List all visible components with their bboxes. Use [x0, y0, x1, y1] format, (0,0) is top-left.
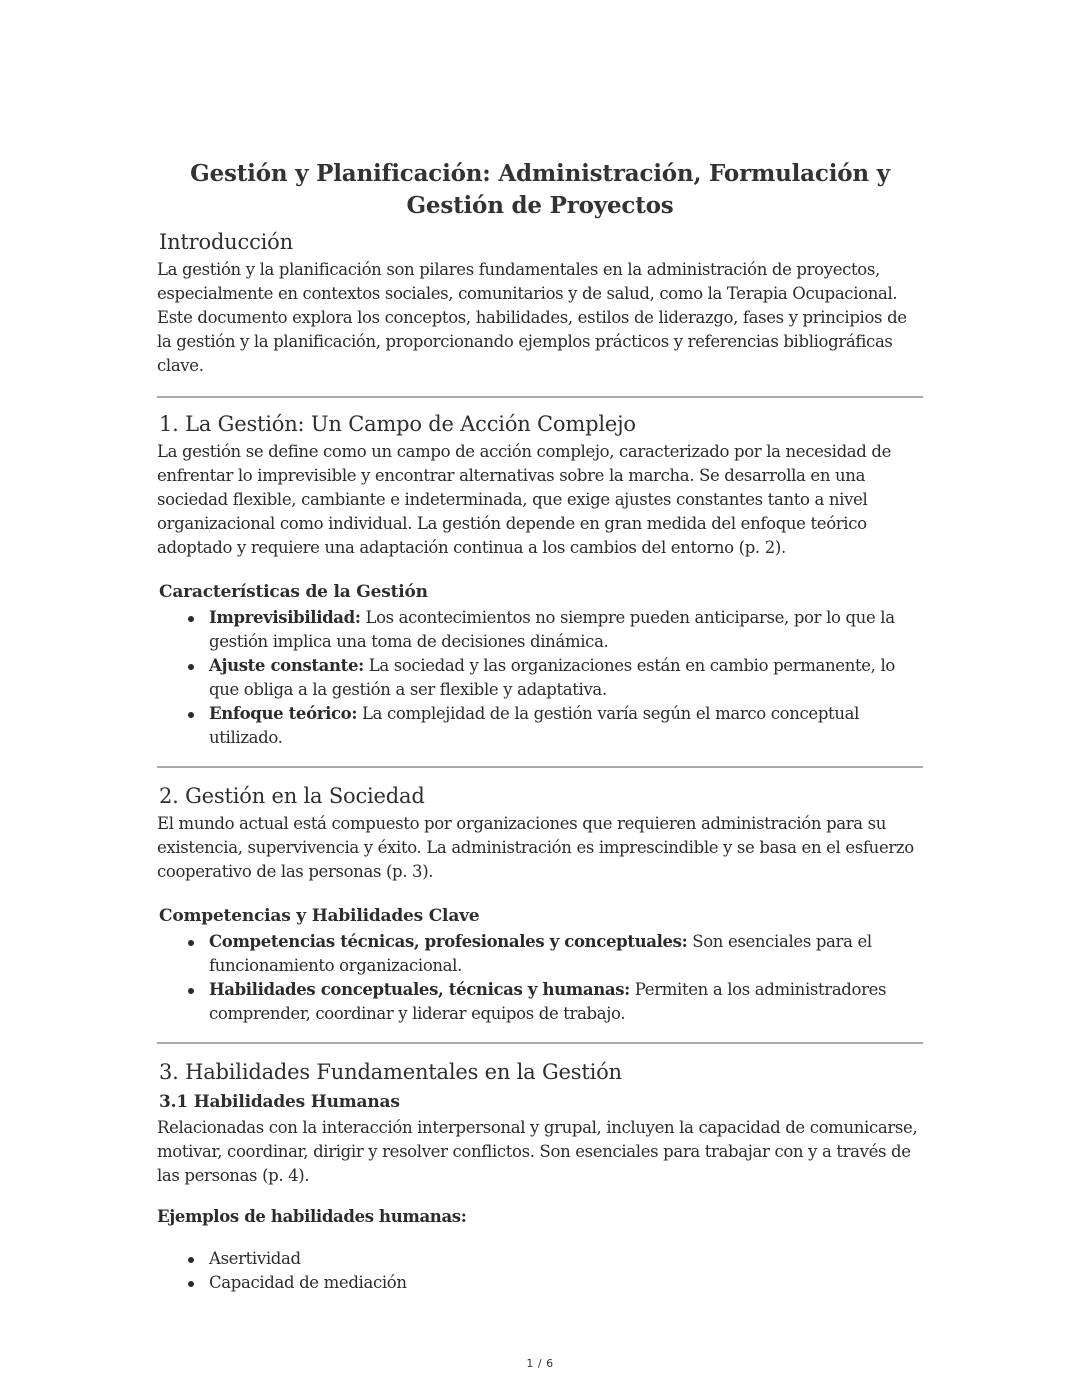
- section-divider: [157, 396, 923, 398]
- page-number: 1 / 6: [526, 1357, 554, 1370]
- list-item: Asertividad: [209, 1247, 923, 1271]
- characteristics-list: [157, 606, 923, 750]
- list-item-term: Habilidades conceptuales, técnicas y humanas:: [209, 980, 630, 999]
- section1-heading: 1. La Gestión: Un Campo de Acción Complejo: [159, 412, 636, 436]
- document-page: [157, 158, 923, 1295]
- section2-heading: 2. Gestión en la Sociedad: [159, 784, 425, 808]
- intro-paragraph: La gestión y la planificación son pilares fundamentales en la administración de proyectos, especialmente en contextos sociales, comunitarios y de salud, como la Terapia Ocupacional. Este documento explora los conceptos, habilidades, estilos de liderazgo, fases y principios de la gestión y la planificación, proporcionando ejemplos prácticos y referencias bibliográficas clave.: [157, 260, 907, 375]
- section2-subheading: Competencias y Habilidades Clave: [159, 906, 480, 926]
- list-item: Capacidad de mediación: [209, 1271, 923, 1295]
- section3-1-paragraph: Relacionadas con la interacción interpersonal y grupal, incluyen la capacidad de comunicarse, motivar, coordinar, dirigir y resolver conflictos. Son esenciales para trabajar con y a través de las personas (p. 4).: [157, 1118, 918, 1185]
- section3-1-heading: 3.1 Habilidades Humanas: [159, 1092, 400, 1112]
- section-divider: [157, 766, 923, 768]
- list-item-text: Los acontecimientos no siempre pueden anticiparse, por lo que la gestión implica una toma de decisiones dinámica.: [209, 608, 895, 651]
- section1-paragraph: La gestión se define como un campo de acción complejo, caracterizado por la necesidad de enfrentar lo imprevisible y encontrar alternativas sobre la marcha. Se desarrolla en una sociedad flexible, cambiante e indeterminada, que exige ajustes constantes tanto a nivel organizacional como individual. La gestión depende en gran medida del enfoque teórico adoptado y requiere una adaptación continua a los cambios del entorno (p. 2).: [157, 442, 892, 557]
- list-item-term: Competencias técnicas, profesionales y conceptuales:: [209, 932, 688, 951]
- list-item: [209, 606, 923, 654]
- list-item-term: Imprevisibilidad:: [209, 608, 361, 627]
- list-item-text: La complejidad de la gestión varía según el marco conceptual utilizado.: [209, 704, 860, 747]
- list-item-text: Permiten a los administradores comprender, coordinar y liderar equipos de trabajo.: [209, 980, 887, 1023]
- examples-list: [157, 1247, 923, 1295]
- list-item-term: Enfoque teórico:: [209, 704, 358, 723]
- list-item: [209, 930, 923, 978]
- intro-heading: Introducción: [159, 230, 293, 254]
- section2-paragraph: El mundo actual está compuesto por organizaciones que requieren administración para su existencia, supervivencia y éxito. La administración es imprescindible y se basa en el esfuerzo cooperativo de las personas (p. 3).: [157, 814, 914, 881]
- competencies-list: [157, 930, 923, 1026]
- list-item-text: Son esenciales para el funcionamiento organizacional.: [209, 932, 872, 975]
- list-item: [209, 978, 923, 1026]
- list-item-term: Ajuste constante:: [209, 656, 364, 675]
- list-item: [209, 654, 923, 702]
- section1-subheading: Características de la Gestión: [159, 582, 428, 602]
- document-title: Gestión y Planificación: Administración, Formulación y Gestión de Proyectos: [190, 160, 890, 219]
- list-item-text: La sociedad y las organizaciones están en cambio permanente, lo que obliga a la gestión a ser flexible y adaptativa.: [209, 656, 895, 699]
- section3-heading: 3. Habilidades Fundamentales en la Gestión: [159, 1060, 622, 1084]
- section-divider: [157, 1042, 923, 1044]
- examples-label: Ejemplos de habilidades humanas:: [157, 1207, 467, 1226]
- list-item: [209, 702, 923, 750]
